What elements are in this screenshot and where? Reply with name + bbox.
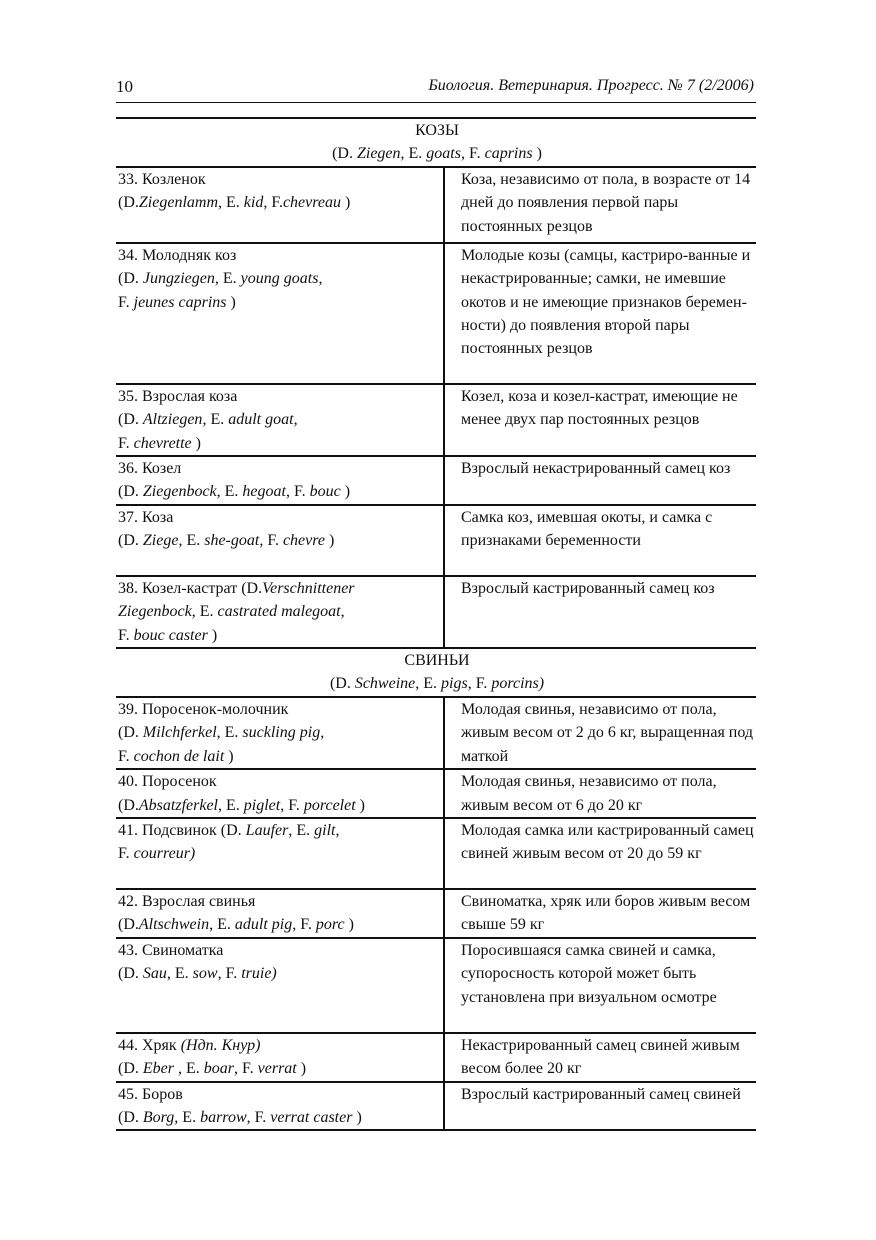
subtitle-text: ) xyxy=(532,145,542,163)
definition-text: Некастрированный самец свиней живым весом более 20 кг xyxy=(461,1036,740,1078)
term-translation: barrow xyxy=(200,1108,247,1126)
section-heading-row xyxy=(116,118,756,142)
definition-text: Молодая свинья, независимо от пола, живым весом от 2 до 6 кг, выращенная под маткой xyxy=(461,700,754,765)
subtitle-term: Schweine xyxy=(354,675,416,693)
term-translation: boar xyxy=(203,1060,235,1078)
term-cell xyxy=(116,1033,444,1082)
subtitle-text: , F. xyxy=(467,675,492,693)
term-line xyxy=(118,529,443,552)
term-line xyxy=(118,506,443,529)
term-text: (D. xyxy=(118,483,143,501)
definition-cell xyxy=(444,1033,756,1082)
term-line xyxy=(118,1106,443,1129)
term-line xyxy=(118,819,443,842)
term-translation: she-goat xyxy=(204,532,260,550)
journal-running-title: Биология. Ветеринария. Прогресс. № 7 (2/2006) xyxy=(428,77,754,94)
term-text: (D. xyxy=(118,1060,143,1078)
definition-cell xyxy=(444,697,756,769)
term-line xyxy=(118,385,443,408)
term-line xyxy=(118,168,443,191)
term-translation: Altziegen xyxy=(142,411,203,429)
term-translation: gilt xyxy=(314,821,336,839)
term-text: F. xyxy=(118,747,134,765)
page-header xyxy=(116,77,756,101)
term-line xyxy=(118,1083,443,1106)
term-cell xyxy=(116,889,444,938)
term-line xyxy=(118,939,443,962)
term-row xyxy=(116,938,756,1033)
definition-cell xyxy=(444,243,756,384)
term-text: (D. xyxy=(118,194,139,212)
term-text: (D. xyxy=(118,1108,143,1126)
term-line xyxy=(118,745,443,768)
section-subtitle xyxy=(116,142,756,166)
term-text: , F. xyxy=(292,916,316,934)
term-line xyxy=(118,244,443,267)
term-row xyxy=(116,456,756,505)
term-translation: Milchferkel xyxy=(142,724,217,742)
term-line xyxy=(118,480,443,503)
term-cell xyxy=(116,456,444,505)
term-row xyxy=(116,1033,756,1082)
term-text: (D. xyxy=(118,532,143,550)
definition-text: Самка коз, имевшая окоты, и самка с признаками беременности xyxy=(461,508,713,550)
term-translation: Jungziegen xyxy=(142,270,215,288)
term-row xyxy=(116,576,756,648)
term-text: , F. xyxy=(217,965,242,983)
term-row xyxy=(116,697,756,769)
term-text: 40. Поросенок xyxy=(118,773,217,791)
term-translation: porc xyxy=(315,916,345,934)
term-translation: Ziegenbock xyxy=(118,603,192,621)
term-row xyxy=(116,384,756,456)
definition-cell xyxy=(444,938,756,1033)
definition-text: Взрослый кастрированный самец коз xyxy=(461,579,715,597)
term-text: ) xyxy=(340,483,351,501)
term-text: , E. xyxy=(178,532,205,550)
term-row xyxy=(116,818,756,889)
term-translation: adult pig xyxy=(234,916,293,934)
term-text: 44. Хряк xyxy=(118,1036,181,1054)
term-translation: chevreau xyxy=(282,194,341,212)
term-text: , F. xyxy=(263,194,283,212)
definition-text: Молодая самка или кастрированный самец свиней живым весом от 20 до 59 кг xyxy=(461,821,754,863)
term-text: ) xyxy=(296,1060,307,1078)
term-row xyxy=(116,167,756,243)
term-cell xyxy=(116,769,444,818)
term-text: (D. xyxy=(118,411,143,429)
term-line xyxy=(118,291,443,314)
subtitle-term: goats xyxy=(426,145,461,163)
terminology-table xyxy=(116,117,756,1131)
term-translation: Verschnittener xyxy=(262,579,355,597)
term-row xyxy=(116,243,756,384)
term-line xyxy=(118,457,443,480)
definition-cell xyxy=(444,384,756,456)
term-translation: Ziege xyxy=(142,532,179,550)
term-line xyxy=(118,432,443,455)
term-text: 41. Подсвинок (D. xyxy=(118,821,246,839)
term-translation: young goats xyxy=(240,270,319,288)
term-translation: bouc xyxy=(309,483,341,501)
term-text: (D. xyxy=(118,796,139,814)
term-text: ) xyxy=(191,434,201,452)
term-text: F. xyxy=(118,434,134,452)
term-text: , E. xyxy=(191,603,218,621)
term-text: , F. xyxy=(259,532,283,550)
term-line xyxy=(118,962,443,985)
term-text: , xyxy=(320,724,325,742)
section-subtitle-row xyxy=(116,142,756,166)
term-text: , xyxy=(318,270,323,288)
term-text: F. xyxy=(118,293,134,311)
term-text: 39. Поросенок-молочник xyxy=(118,700,289,718)
term-text: 35. Взрослая коза xyxy=(118,387,238,405)
term-text: ) xyxy=(355,796,365,814)
subtitle-text: , F. xyxy=(460,145,485,163)
term-text: 43. Свиноматка xyxy=(118,941,224,959)
subtitle-text: , E. xyxy=(400,145,427,163)
term-translation: suckling pig xyxy=(242,724,321,742)
term-text: , E. xyxy=(217,796,244,814)
definition-text: Молодые козы (самцы, кастриро-ванные и некастрированные; самки, не имевшие окотов и не имеющие признаков беремен-ности) до появления второй пары постоянных резцов xyxy=(461,246,751,358)
term-text: , E. xyxy=(174,1108,201,1126)
section-title: СВИНЬИ xyxy=(404,652,470,670)
term-text: , E. xyxy=(216,483,243,501)
term-line xyxy=(118,842,443,865)
definition-cell xyxy=(444,167,756,243)
term-text: 42. Взрослая свинья xyxy=(118,892,256,910)
term-translation: Eber xyxy=(142,1060,174,1078)
term-text: ) xyxy=(224,747,234,765)
term-text: ) xyxy=(207,626,218,644)
term-translation: Altschwein xyxy=(138,916,210,934)
term-line xyxy=(118,1057,443,1080)
definition-text: Поросившаяся самка свиней и самка, супоросность которой может быть установлена при визуальном осмотре xyxy=(461,941,717,1006)
term-translation: Borg xyxy=(142,1108,175,1126)
term-text: , E. xyxy=(166,965,193,983)
term-translation: chevre xyxy=(282,532,325,550)
term-translation: verrat caster xyxy=(270,1108,353,1126)
term-line xyxy=(118,698,443,721)
term-row xyxy=(116,769,756,818)
term-text: F. xyxy=(118,845,134,863)
term-translation: verrat xyxy=(257,1060,297,1078)
term-line xyxy=(118,770,443,793)
term-text: , xyxy=(335,821,340,839)
term-translation: truie) xyxy=(241,965,277,983)
definition-cell xyxy=(444,456,756,505)
term-translation: chevrette xyxy=(133,434,192,452)
term-translation: hegoat xyxy=(242,483,286,501)
term-row xyxy=(116,889,756,938)
definition-text: Взрослый кастрированный самец свиней xyxy=(461,1085,741,1103)
definition-text: Молодая свинья, независимо от пола, живым весом от 6 до 20 кг xyxy=(461,773,717,814)
term-text: ) xyxy=(352,1108,362,1126)
term-line xyxy=(118,624,443,647)
term-text: , E. xyxy=(216,724,243,742)
term-text: , E. xyxy=(174,1060,204,1078)
term-cell xyxy=(116,384,444,456)
definition-text: Взрослый некастрированный самец коз xyxy=(461,460,731,478)
term-cell xyxy=(116,697,444,769)
term-text: , E. xyxy=(214,270,241,288)
section-subtitle-row xyxy=(116,672,756,696)
term-cell xyxy=(116,938,444,1033)
term-text: , E. xyxy=(218,194,244,212)
term-translation: Sau xyxy=(142,965,167,983)
term-text: ) xyxy=(325,532,335,550)
definition-cell xyxy=(444,576,756,648)
term-text: 34. Молодняк коз xyxy=(118,246,237,264)
term-cell xyxy=(116,818,444,889)
term-line xyxy=(118,577,443,600)
section-heading-row xyxy=(116,648,756,672)
term-row xyxy=(116,505,756,576)
subtitle-term: pigs xyxy=(441,675,468,693)
page-number: 10 xyxy=(116,77,133,96)
term-text: 38. Козел-кастрат (D. xyxy=(118,579,263,597)
term-line xyxy=(118,913,443,936)
term-cell xyxy=(116,505,444,576)
term-text: 33. Козленок xyxy=(118,170,206,188)
section-subtitle xyxy=(116,672,756,696)
subtitle-text: (D. xyxy=(332,145,357,163)
term-translation: Absatzferkel xyxy=(138,796,218,814)
term-line xyxy=(118,267,443,290)
term-text: , E. xyxy=(209,916,235,934)
subtitle-text: , E. xyxy=(415,675,442,693)
subtitle-term: Ziegen xyxy=(356,145,401,163)
term-row xyxy=(116,1082,756,1131)
term-line xyxy=(118,191,443,214)
term-text: (D. xyxy=(118,724,143,742)
term-translation: Laufer xyxy=(245,821,289,839)
term-translation: jeunes caprins xyxy=(133,293,227,311)
term-translation: courreur) xyxy=(133,845,196,863)
header-rule xyxy=(116,102,756,103)
term-text: , xyxy=(293,411,298,429)
term-text: , F. xyxy=(280,796,304,814)
term-translation: porcelet xyxy=(303,796,356,814)
term-line xyxy=(118,794,443,817)
subtitle-text: (D. xyxy=(329,675,355,693)
definition-cell xyxy=(444,769,756,818)
definition-cell xyxy=(444,505,756,576)
term-translation: piglet xyxy=(243,796,281,814)
term-cell xyxy=(116,167,444,243)
term-text: , F. xyxy=(234,1060,258,1078)
term-translation: (Ндп. Кнур) xyxy=(180,1036,261,1054)
term-text: , xyxy=(340,603,345,621)
term-cell xyxy=(116,1082,444,1131)
term-line xyxy=(118,1034,443,1057)
term-text: , F. xyxy=(246,1108,271,1126)
term-line xyxy=(118,890,443,913)
term-line xyxy=(118,600,443,623)
term-text: ) xyxy=(226,293,236,311)
term-text: 37. Коза xyxy=(118,508,174,526)
term-text: 45. Боров xyxy=(118,1085,183,1103)
term-text: F. xyxy=(118,626,134,644)
term-text: 36. Козел xyxy=(118,460,182,478)
term-text: , E. xyxy=(202,411,229,429)
definition-text: Коза, независимо от пола, в возрасте от 14 дней до появления первой пары постоянных резцов xyxy=(461,170,751,235)
subtitle-term: porcins) xyxy=(491,675,545,693)
term-translation: Ziegenlamm xyxy=(138,194,218,212)
definition-cell xyxy=(444,1082,756,1131)
term-text: ) xyxy=(344,916,354,934)
term-line xyxy=(118,721,443,744)
term-cell xyxy=(116,576,444,648)
definition-text: Свиноматка, хряк или боров живым весом свыше 59 кг xyxy=(461,892,751,934)
subtitle-term: caprins xyxy=(484,145,533,163)
term-translation: kid xyxy=(243,194,264,212)
term-line xyxy=(118,408,443,431)
term-text: , E. xyxy=(288,821,315,839)
definition-cell xyxy=(444,818,756,889)
term-text: (D. xyxy=(118,916,139,934)
section-title: КОЗЫ xyxy=(116,118,756,142)
term-text: (D. xyxy=(118,965,143,983)
term-translation: Ziegenbock xyxy=(142,483,217,501)
term-text: ) xyxy=(341,194,351,212)
term-translation: bouc caster xyxy=(133,626,208,644)
term-cell xyxy=(116,243,444,384)
term-text: (D. xyxy=(118,270,143,288)
definition-text: Козел, коза и козел-кастрат, имеющие не менее двух пар постоянных резцов xyxy=(461,387,738,429)
term-translation: adult goat xyxy=(228,411,294,429)
term-translation: castrated malegoat xyxy=(217,603,341,621)
definition-cell xyxy=(444,889,756,938)
term-text: , F. xyxy=(285,483,310,501)
term-translation: sow xyxy=(192,965,218,983)
term-translation: cochon de lait xyxy=(133,747,225,765)
